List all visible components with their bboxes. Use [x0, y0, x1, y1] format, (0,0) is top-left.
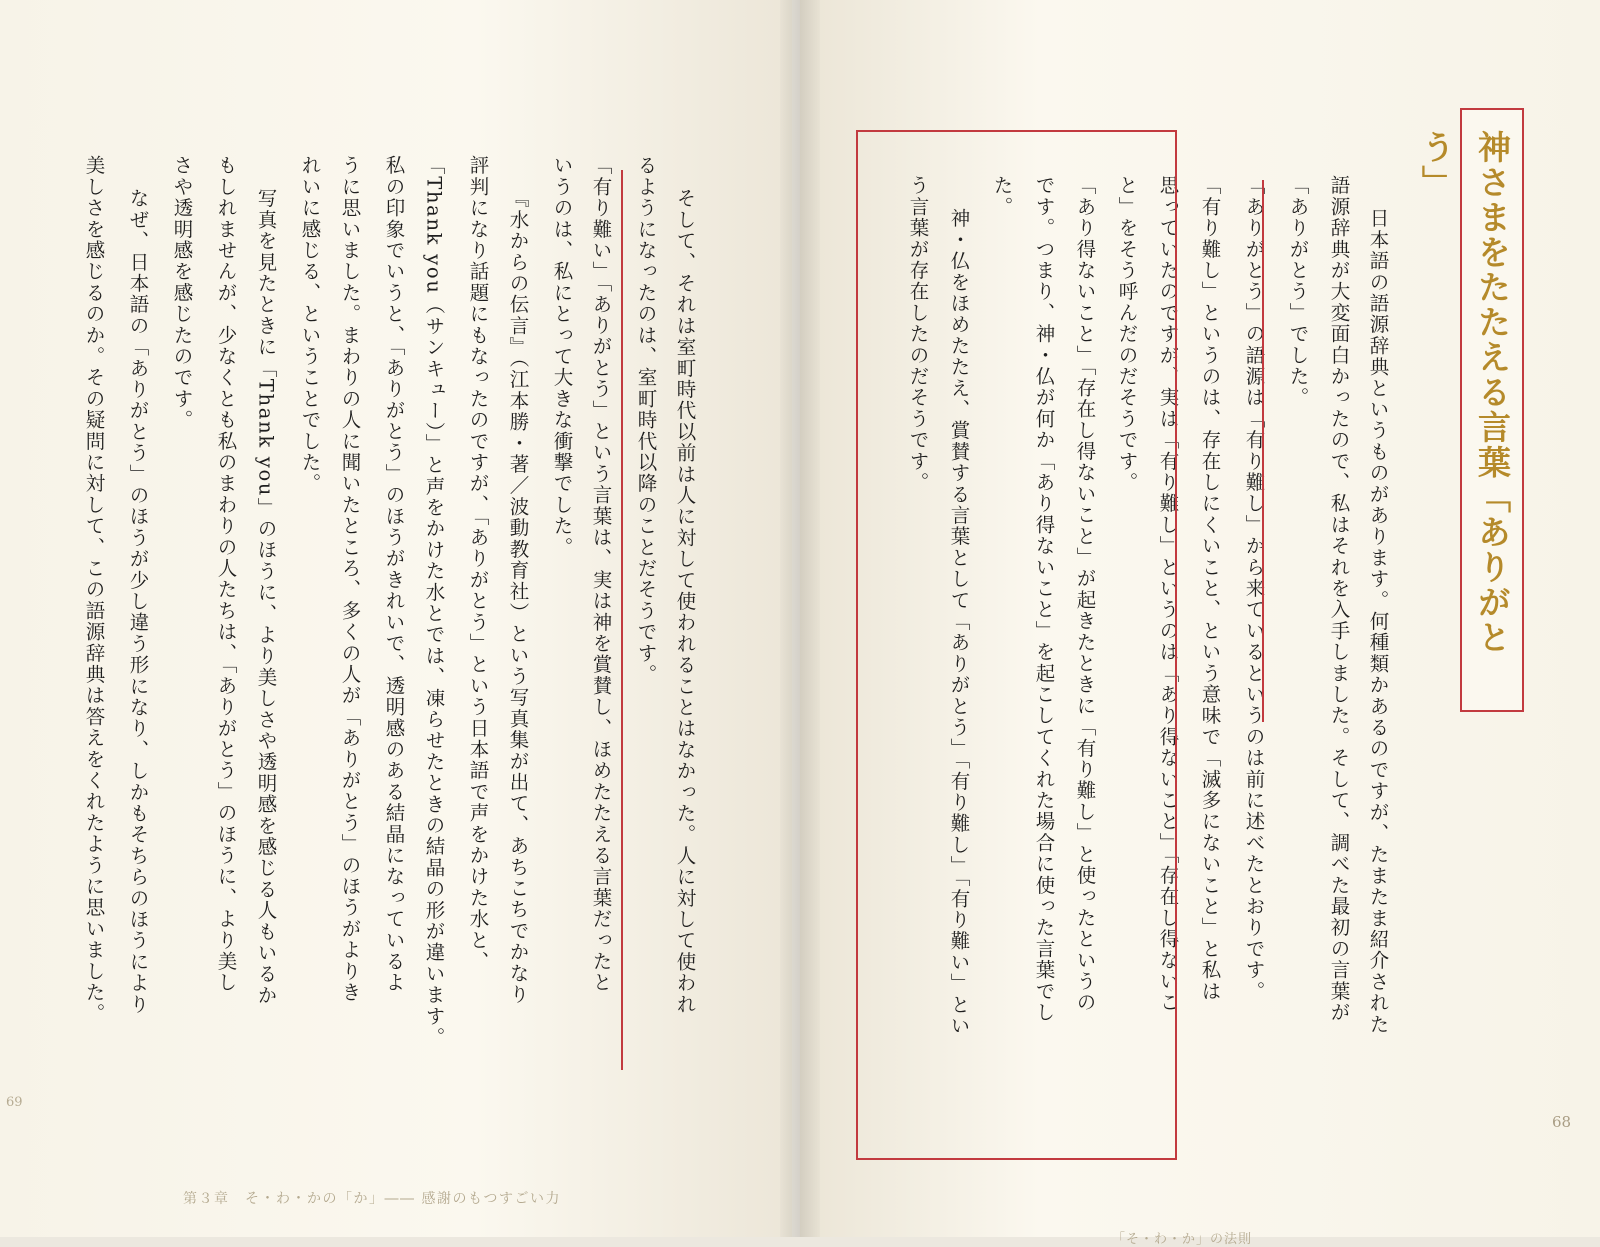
right-line-12: う言葉が存在したのだそうです。 — [906, 175, 930, 493]
right-page-number: 68 — [1552, 1113, 1572, 1131]
section-heading: 神さまをたたえる言葉「ありがとう」 — [1417, 130, 1512, 655]
right-red-underline — [1262, 180, 1264, 722]
right-line-8: 「あり得ないこと」「存在し得ないこと」が起きたときに「有り難し」と使ったというの — [1073, 175, 1097, 1014]
right-line-2: 語源辞典が大変面白かったので、私はそれを入手しました。そして、調べた最初の言葉が — [1327, 175, 1351, 1023]
left-line-6: 評判になり話題にもなったのですが、「ありがとう」という日本語で声をかけた水と、 — [466, 155, 490, 973]
left-line-14: なぜ、日本語の「ありがとう」のほうが少し違う形になり、しかもそちらのほうにより — [126, 188, 150, 1015]
left-line-15: 美しさを感じるのか。その疑問に対して、この語源辞典は答えをくれたように思いました。 — [82, 155, 106, 1025]
right-line-9: です。つまり、神・仏が何か「あり得ないこと」を起こしてくれた場合に使った言葉でし — [1032, 175, 1056, 1023]
right-line-10: た。 — [990, 175, 1014, 218]
right-running-footer: 「そ・わ・か」の法則 — [1112, 1232, 1253, 1247]
left-running-footer: 第３章 そ・わ・かの「か」―― 感謝のもつすごい力 — [183, 1191, 561, 1207]
right-line-3: 「ありがとう」でした。 — [1286, 175, 1310, 409]
right-line-4: 「ありがとう」の語源は「有り難し」から来ているというのは前に述べたとおりです。 — [1242, 175, 1266, 1002]
right-line-7: と」をそう呼んだのだそうです。 — [1115, 175, 1139, 493]
left-line-12: もしれませんが、少なくとも私のまわりの人たちは、「ありがとう」のほうに、より美し — [214, 155, 238, 994]
right-line-6: 思っていたのですが、実は「有り難し」というのは「あり得ないこと」「存在し得ないこ — [1156, 175, 1180, 1014]
left-red-underline — [621, 170, 623, 1070]
left-line-3: 「有り難い」「ありがとう」という言葉は、実は神を賞賛し、ほめたたえる言葉だったと — [589, 155, 613, 994]
left-line-4: いうのは、私にとって大きな衝撃でした。 — [550, 155, 574, 558]
left-line-1: そして、それは室町時代以前は人に対して使われることはなかった。人に対して使われ — [673, 188, 697, 1015]
left-line-7: 「Thank you（サンキュー）」と声をかけた水とでは、凍らせたときの結晶の形が違います。 — [422, 155, 446, 1049]
highlight-box — [856, 130, 1177, 1160]
left-line-9: うに思いました。まわりの人に聞いたところ、多くの人が「ありがとう」のほうがよりき — [338, 155, 362, 1003]
left-line-2: るようになったのは、室町時代以降のことだそうです。 — [634, 155, 658, 685]
right-line-5: 「有り難し」というのは、存在しにくいこと、という意味で「滅多にないこと」と私は — [1198, 175, 1222, 1002]
book-gutter — [780, 0, 820, 1237]
left-line-13: さや透明感を感じたのです。 — [170, 155, 194, 431]
right-line-1: 日本語の語源辞典というものがあります。何種類かあるのですが、たまたま紹介された — [1366, 208, 1390, 1035]
left-line-5: 『水からの伝言』（江本勝・著／波動教育社）という写真集が出て、あちこちでかなり — [506, 188, 530, 1006]
left-line-11: 写真を見たときに「Thank you」のほうに、より美しさや透明感を感じる人もいるか — [254, 188, 278, 1006]
left-line-10: れいに感じる、ということでした。 — [298, 155, 322, 495]
left-page-number: 69 — [6, 1095, 23, 1110]
left-line-8: 私の印象でいうと、「ありがとう」のほうがきれいで、透明感のある結晶になっているよ — [382, 155, 406, 994]
right-line-11: 神・仏をほめたたえ、賞賛する言葉として「ありがとう」「有り難し」「有り難い」とい — [947, 208, 971, 1037]
